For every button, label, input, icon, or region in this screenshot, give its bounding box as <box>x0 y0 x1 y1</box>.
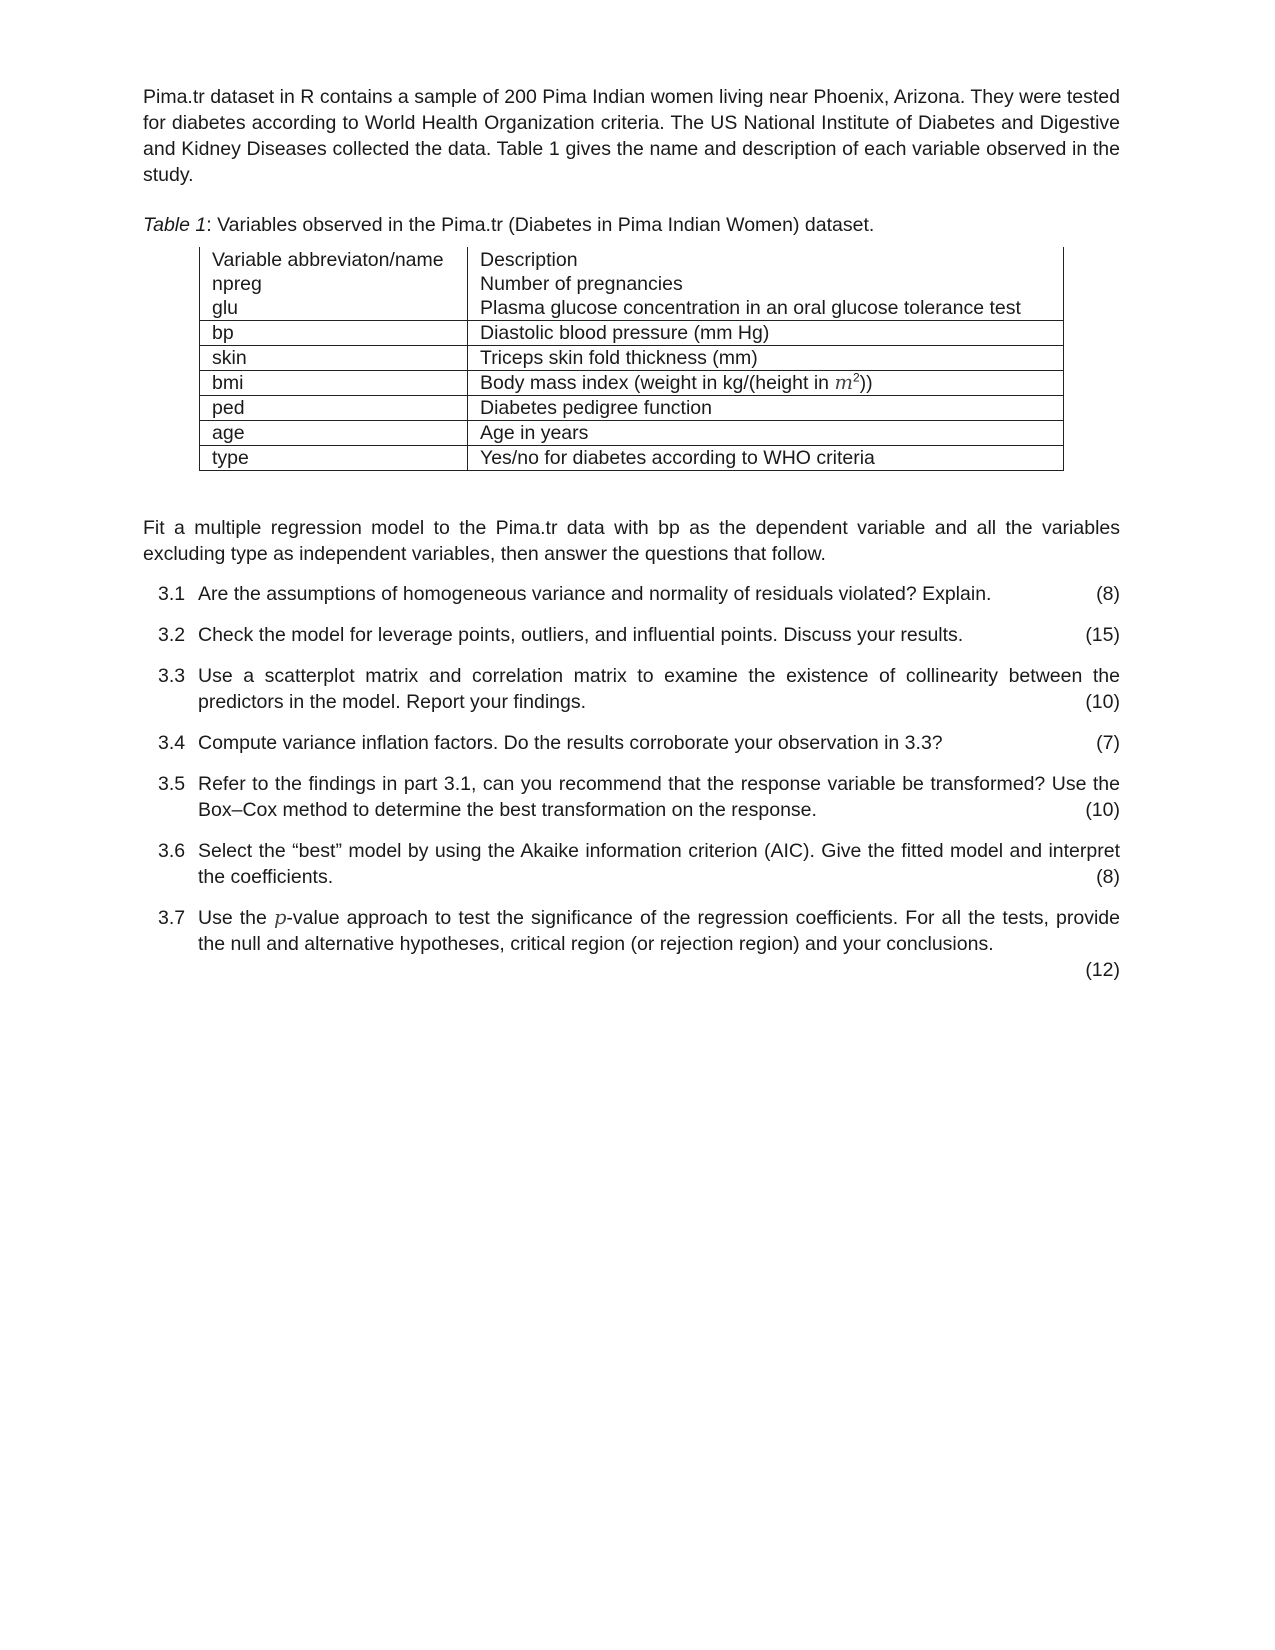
bmi-desc-math: m <box>834 371 853 394</box>
question-number: 3.3 <box>158 665 186 687</box>
table-row <box>200 421 1064 446</box>
question-item <box>143 622 1120 648</box>
variable-name: bmi <box>200 371 468 396</box>
question-marks: (10) <box>1085 691 1120 713</box>
question-text: Check the model for leverage points, outliers, and influential points. Discuss your results. <box>198 624 964 646</box>
question-marks: (15) <box>1085 624 1120 646</box>
variable-description: Diastolic blood pressure (mm Hg) <box>468 321 1064 346</box>
question-list <box>143 581 1120 983</box>
question-text: Select the “best” model by using the Akaike information criterion (AIC). Give the fitted model and interpret the coefficients. <box>198 840 1120 888</box>
question-marks: (12) <box>1085 959 1120 981</box>
header-description: Description <box>468 247 1064 272</box>
table-caption <box>143 212 1120 238</box>
question-text: Use a scatterplot matrix and correlation matrix to examine the existence of collinearity between the predictors in the model. Report your findings. <box>198 665 1120 713</box>
variable-description: Plasma glucose concentration in an oral glucose tolerance test <box>468 296 1064 321</box>
bmi-desc-exponent: 2 <box>852 370 860 385</box>
question-text-prefix: Use the <box>198 907 274 929</box>
table-row <box>200 272 1064 296</box>
table-row <box>200 446 1064 471</box>
document-page <box>143 84 1120 998</box>
question-item <box>143 581 1120 607</box>
table-caption-label: Table 1 <box>143 214 207 236</box>
question-text: Compute variance inflation factors. Do the results corroborate your observation in 3.3? <box>198 732 943 754</box>
table-header-row <box>200 247 1064 272</box>
variable-name: ped <box>200 396 468 421</box>
bmi-desc-suffix: )) <box>859 372 873 394</box>
table-row <box>200 346 1064 371</box>
question-number: 3.1 <box>158 583 186 605</box>
question-marks: (7) <box>1096 732 1120 754</box>
task-paragraph: Fit a multiple regression model to the Pima.tr data with bp as the dependent variable and all the variables excluding type as independent variables, then answer the questions that follow. <box>143 517 1120 565</box>
table-row <box>200 321 1064 346</box>
variable-name: age <box>200 421 468 446</box>
question-item <box>143 838 1120 890</box>
variable-name: skin <box>200 346 468 371</box>
question-number: 3.5 <box>158 773 186 795</box>
question-number: 3.6 <box>158 840 186 862</box>
question-text: Refer to the findings in part 3.1, can you recommend that the response variable be transformed? Use the Box–Cox method to determine the best transformation on the response. <box>198 773 1120 821</box>
variable-name: glu <box>200 296 468 321</box>
variable-description: Age in years <box>468 421 1064 446</box>
variable-description: Number of pregnancies <box>468 272 1064 296</box>
table-row <box>200 396 1064 421</box>
intro-paragraph: Pima.tr dataset in R contains a sample of 200 Pima Indian women living near Phoenix, Arizona. They were tested for diabetes according to World Health Organization criteria. The US National Institute of Diabetes and Digestive and Kidney Diseases collected the data. Table 1 gives the name and description of each variable observed in the study. <box>143 86 1120 186</box>
question-number: 3.2 <box>158 624 186 646</box>
variable-name: bp <box>200 321 468 346</box>
question-marks: (8) <box>1096 866 1120 888</box>
variables-table <box>199 247 1064 471</box>
variable-description: Diabetes pedigree function <box>468 396 1064 421</box>
question-text-suffix: -value approach to test the significance of the regression coefficients. For all the tests, provide the null and alternative hypotheses, critical region (or rejection region) and your conclusions. <box>198 907 1120 955</box>
variable-description: Triceps skin fold thickness (mm) <box>468 346 1064 371</box>
question-item <box>143 771 1120 823</box>
question-item <box>143 663 1120 715</box>
variable-name: npreg <box>200 272 468 296</box>
question-text: Are the assumptions of homogeneous variance and normality of residuals violated? Explain. <box>198 583 992 605</box>
variable-description: Yes/no for diabetes according to WHO criteria <box>468 446 1064 471</box>
question-number: 3.7 <box>158 907 186 929</box>
question-item <box>143 905 1120 983</box>
table-row <box>200 296 1064 321</box>
table-caption-text: : Variables observed in the Pima.tr (Diabetes in Pima Indian Women) dataset. <box>206 214 875 236</box>
table-row <box>200 371 1064 396</box>
header-variable: Variable abbreviaton/name <box>200 247 468 272</box>
question-number: 3.4 <box>158 732 186 754</box>
bmi-desc-prefix: Body mass index (weight in kg/(height in <box>480 372 835 394</box>
variable-description <box>468 371 1064 396</box>
question-text-math: p <box>273 906 287 929</box>
question-marks: (10) <box>1085 799 1120 821</box>
variable-name: type <box>200 446 468 471</box>
question-item <box>143 730 1120 756</box>
question-marks: (8) <box>1096 583 1120 605</box>
